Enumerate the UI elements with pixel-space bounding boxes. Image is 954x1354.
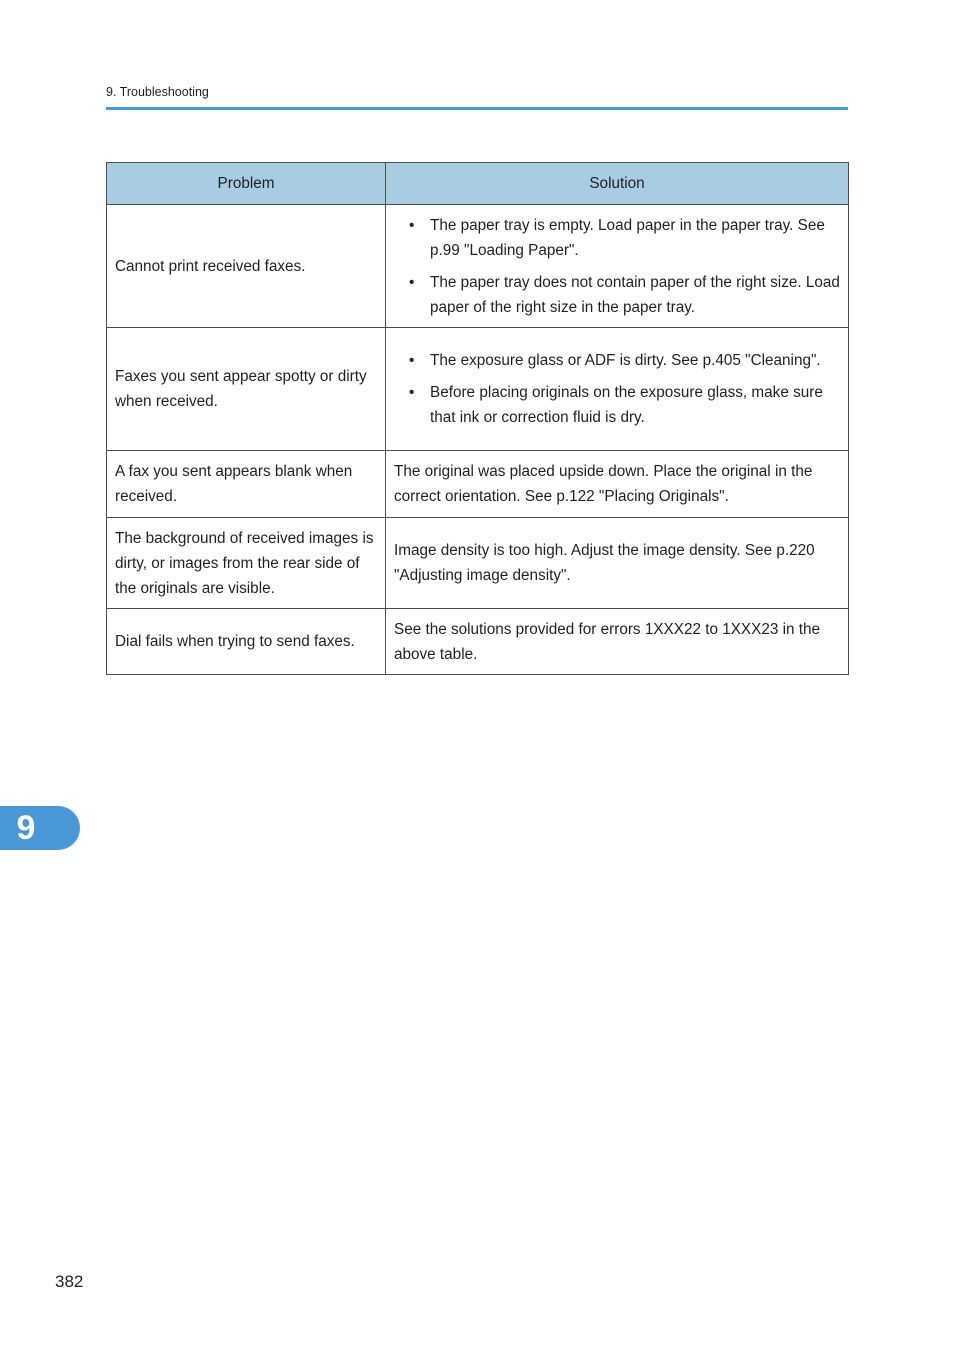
table-row xyxy=(107,518,849,609)
table-row xyxy=(107,451,849,518)
problem-cell: A fax you sent appears blank when received. xyxy=(107,451,386,518)
header-rule xyxy=(106,107,848,110)
solution-list-item: • The exposure glass or ADF is dirty. See p.405 "Cleaning". xyxy=(394,348,840,373)
chapter-tab: 9 xyxy=(0,806,80,850)
page-number: 382 xyxy=(55,1272,84,1291)
table-row xyxy=(107,328,849,451)
solution-cell: See the solutions provided for errors 1XXX22 to 1XXX23 in the above table. xyxy=(386,609,849,675)
solution-list-item: • The paper tray is empty. Load paper in the paper tray. See p.99 "Loading Paper". xyxy=(394,213,840,263)
column-header-problem: Problem xyxy=(107,163,386,205)
solution-cell: Image density is too high. Adjust the image density. See p.220 "Adjusting image density". xyxy=(386,518,849,609)
problem-cell: Dial fails when trying to send faxes. xyxy=(107,609,386,675)
running-header-breadcrumb: 9. Troubleshooting xyxy=(106,85,209,99)
solution-list xyxy=(394,213,840,320)
problem-cell: The background of received images is dirty, or images from the rear side of the originals are visible. xyxy=(107,518,386,609)
problem-cell: Faxes you sent appear spotty or dirty when received. xyxy=(107,328,386,451)
column-header-solution: Solution xyxy=(386,163,849,205)
table-header-row xyxy=(107,163,849,205)
solution-cell xyxy=(386,328,849,451)
solution-list xyxy=(394,348,840,430)
table-row xyxy=(107,609,849,675)
troubleshooting-table xyxy=(106,162,849,675)
solution-cell xyxy=(386,205,849,328)
solution-cell: The original was placed upside down. Place the original in the correct orientation. See p.122 "Placing Originals". xyxy=(386,451,849,518)
solution-list-item: • Before placing originals on the exposure glass, make sure that ink or correction fluid is dry. xyxy=(394,380,840,430)
solution-list-item: • The paper tray does not contain paper of the right size. Load paper of the right size in the paper tray. xyxy=(394,270,840,320)
problem-cell: Cannot print received faxes. xyxy=(107,205,386,328)
table-row xyxy=(107,205,849,328)
